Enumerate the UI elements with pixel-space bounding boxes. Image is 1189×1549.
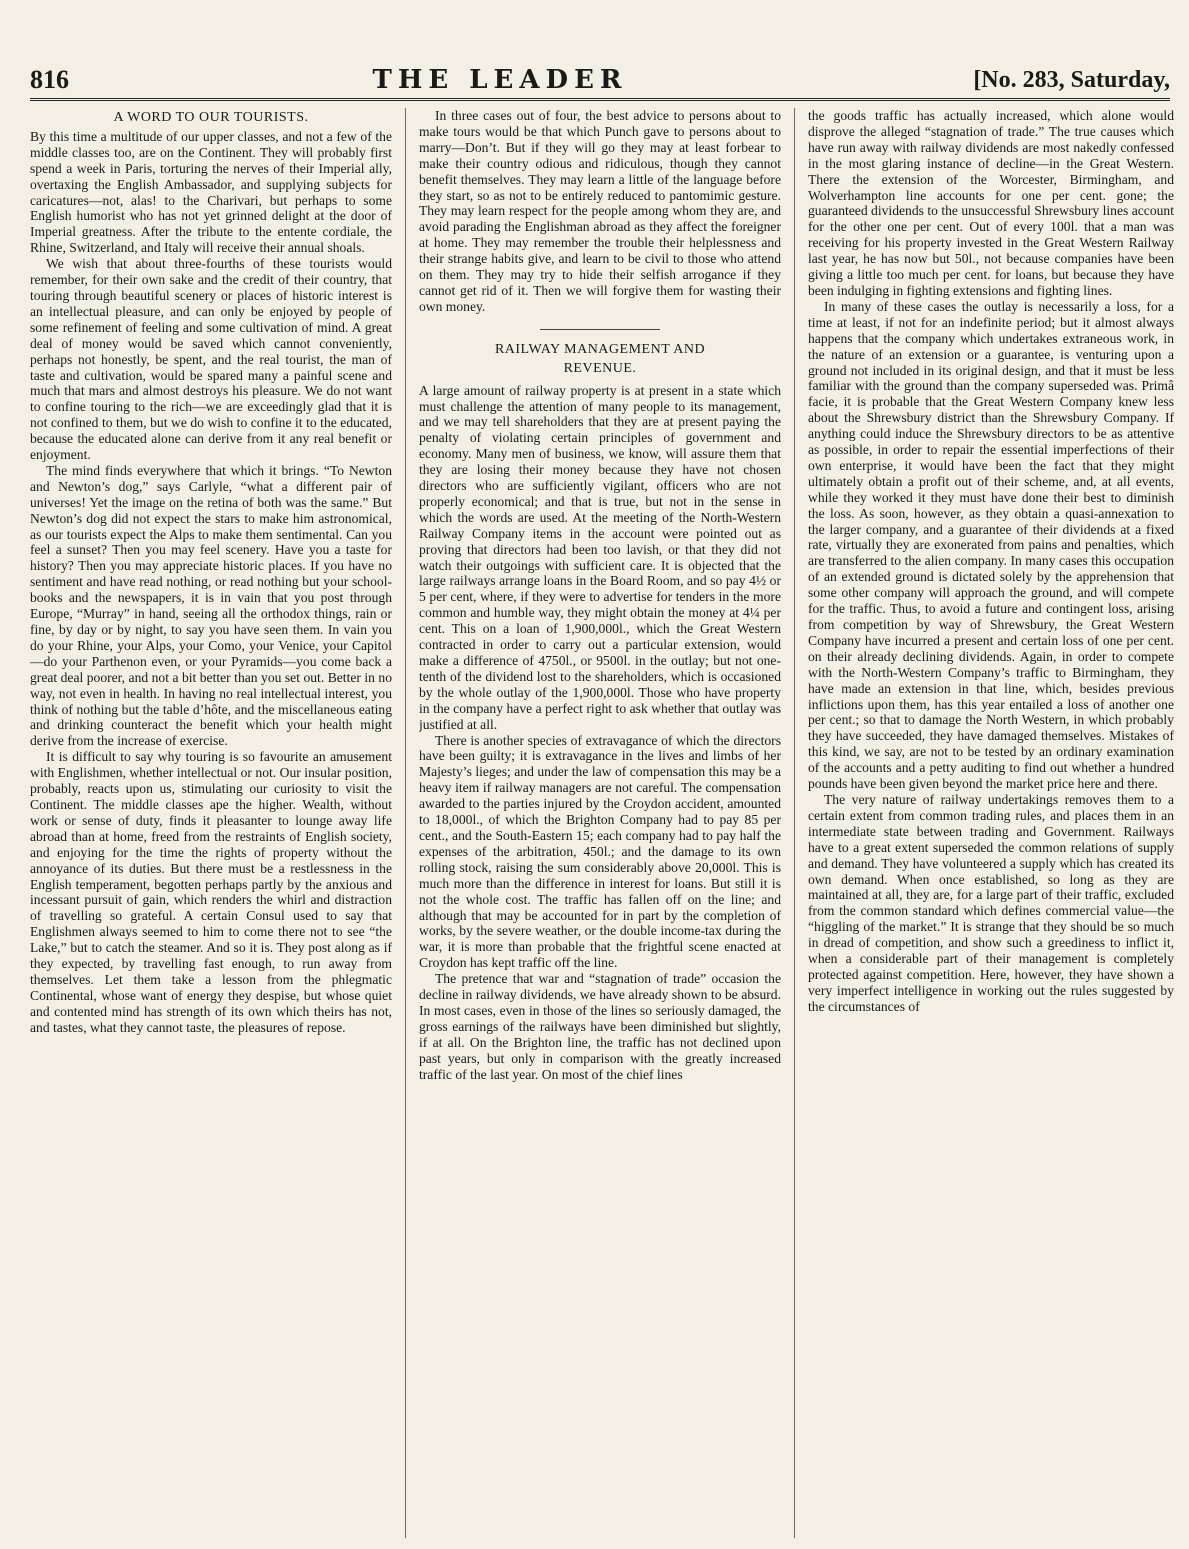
issue-info: [No. 283, Saturday,	[973, 66, 1170, 93]
masthead: THE LEADER	[372, 65, 628, 95]
article-paragraph: In many of these cases the outlay is necessarily a loss, for a time at least, if not for an indefinite period; but it almost always happens that the company which undertakes extraneous work, in the nature of an extension or a guarantee, is venturing upon a ground not included in its original design, and that it must be less familiar with the ground than the company superseded was. Primâ facie, it is probable that the Great Western Company knew less about the Shrewsbury district than the Shrewsbury Company. If anything could induce the Shrewsbury directors to be as attentive as possible, in order to repair the essential imperfections of their own enterprise, it would have been the fact that they might ultimately obtain a profit out of their scheme, and, at all events, while they worked it they must have done their best to diminish the loss. As soon, however, as they obtain a quasi-annexation to the larger company, and a guarantee of their dividends at a fixed rate, virtually they are exonerated from pains and penalties, which are transferred to the alien company. In many cases this occupation of an extended ground is dictated solely by the apprehension that some other company will approach the ground, and will compete for the traffic. Thus, to avoid a future and contingent loss, arising from competition by way of Shrewsbury, the Great Western Company have incurred a present and certain loss of one per cent. on their already declining dividends. Again, in order to compete with the North-Western Company’s traffic to Birmingham, they have made an extension in that line, which, besides previous inflictions upon them, has this year entailed a loss of another one per cent.; so that to damage the North Western, in which probably they have succeeded, they have damaged themselves. Mistakes of this kind, we say, are not to be tested by an ordinary examination of the accounts and a petty auditing to find out whether a hundred pounds have been given beyond the market price here and there.	[808, 298, 1174, 792]
column-3	[808, 108, 1174, 1538]
column-rule-left	[405, 108, 406, 1538]
column-rule-right	[794, 108, 795, 1538]
article-title-tourists: A WORD TO OUR TOURISTS.	[113, 110, 309, 125]
article-title-railway-line2: REVENUE.	[563, 360, 637, 376]
article-paragraph: There is another species of extravagance of which the directors have been guilty; it is extravagance in the lives and limbs of her Majesty’s lieges; and under the law of compensation this may be a heavy item if railway managers are not careful. The compensation awarded to the parties injured by the Croydon accident, amounted to 18,000l., of which the Brighton Company had to pay 85 per cent., and the South-Eastern 15; each company had to pay half the expenses of the arbitration, 450l.; and the damage to its own rolling stock, raising the sum considerably above 20,000l. This is much more than the difference in interest for loans. But still it is not the whole cost. The traffic has fallen off on the line; and although that may be accounted for in part by the completion of works, by the severe weather, or the double income-tax during the war, it is more than probable that the frightful scene enacted at Croydon has kept traffic off the line.	[419, 732, 781, 971]
article-paragraph: the goods traffic has actually increased, which alone would disprove the alleged “stagnation of trade.” The true causes which have run away with railway dividends are most nakedly confessed in the most glaring instance of decline—in the Great Western. There the extension of the Worcester, Birmingham, and Wolverhampton line accounts for one per cent. gone; the guaranteed dividends to the unsuccessful Shrewsbury lines account for the other one per cent. Out of every 100l. that a man was receiving for his property invested in the Great Western Railway last year, he has now but 50l., not because companies have been giving a little too much per cent. for loans, but because they have been indulging in fighting extensions and fighting lines.	[808, 108, 1174, 298]
page-number: 816	[30, 65, 69, 94]
column-1	[30, 108, 392, 1538]
article-paragraph: The mind finds everywhere that which it brings. “To Newton and Newton’s dog,” says Carlyle, “what a different pair of universes! Yet the image on the retina of both was the same.” But Newton’s dog did not expect the stars to make him astronomical, as our tourists expect the Alps to make them sentimental. Can you feel a sunset? Then you may feel scenery. Have you a taste for history? Then you may appreciate historic places. If you have no sentiment and have read nothing, or read nothing but your school-books and the newspapers, it is in vain that you post through Europe, “Murray” in hand, seeing all the orthodox things, rain or fine, by day or by night, to say you have seen them. In vain you do your Rhine, your Alps, your Como, your Venice, your Capitol—do your Parthenon even, or your Pyramids—you come back a great deal poorer, and not a bit better than you set out. Better in no way, not even in health. In having no real intellectual interest, you think of nothing but the table d’hôte, and the miscellaneous eating and drinking counteract the benefit which your health might derive from the increase of exercise.	[30, 462, 392, 749]
column-2	[419, 108, 781, 1538]
article-title-railway-line1: RAILWAY MANAGEMENT AND	[494, 341, 706, 357]
page-header	[30, 62, 1170, 101]
article-paragraph: It is difficult to say why touring is so favourite an amusement with Englishmen, whether intellectual or not. Our insular position, probably, reacts upon us, stimulating our curiosity to visit the Continent. The middle classes ape the higher. Wealth, without work or sense of duty, finds it pleasanter to lounge away life abroad than at home, freed from the restraints of English society, and enjoying for the time the rights of property without the annoyance of its duties. But there must be a restlessness in the English temperament, begotten perhaps partly by the anxious and incessant pursuit of gain, which renders the whirl and distraction of travelling so grateful. A certain Consul used to say that Englishmen always seemed to him to come there not to see “the Lake,” but to catch the steamer. And so it is. They post along as if they expected, by travelling fast enough, to run away from themselves. Let them take a lesson from the phlegmatic Continental, whose want of energy they despise, but whose quiet and contented mind has strength of its own which theirs has not, and tastes, what they cannot taste, the pleasures of repose.	[30, 749, 392, 1035]
article-paragraph: The very nature of railway undertakings removes them to a certain extent from common trading rules, and places them in an intermediate state between trading and Government. Railways have to a great extent superseded the common relations of supply and demand. They have volunteered a supply which has created its own demand. When once established, so long as they are maintained at all, they are, for a large part of their traffic, excluded from the common standard which defines commercial value—the “higgling of the market.” It is strange that they should be so much in dread of competition, and show such a greediness to inflict it, when a considerable part of their management is completely protected against competition. Here, however, they have shown a very imperfect intelligence in working out the rules suggested by the circumstances of	[808, 791, 1174, 1014]
article-paragraph: By this time a multitude of our upper classes, and not a few of the middle classes too, are on the Continent. They will probably first spend a week in Paris, torturing the nerves of their Imperial ally, overtaxing the English Ambassador, and supplying subjects for caricatures—not, alas! to the Charivari, but perhaps to some English humorist who has not yet grinned delight at the door of Imperial greatness. After the tribute to the entente cordiale, the Rhine, Switzerland, and Italy will receive their annual shoals.	[30, 128, 392, 256]
article-paragraph: The pretence that war and “stagnation of trade” occasion the decline in railway dividends, we have already shown to be absurd. In most cases, even in those of the lines so seriously damaged, the gross earnings of the railways have been diminished but slightly, if at all. On the Brighton line, the traffic has not declined upon past years, but only in comparison with the greatly increased traffic of the last year. On most of the chief lines	[419, 971, 781, 1082]
article-paragraph: In three cases out of four, the best advice to persons about to make tours would be that which Punch gave to persons about to marry—Don’t. But if they will go they may at least forbear to make their country odious and ridiculous, though they cannot benefit themselves. They may learn a little of the language before they start, so as not to be entirely reduced to pantomimic gesture. They may learn respect for the people among whom they are, and avoid parading the Englishman abroad as they affect the foreigner at home. They may remember the trouble their helplessness and their strange habits give, and learn to be civil to those who attend on them. They may try to hide their selfish arrogance if they cannot get rid of it. Then we will forgive them for wasting their own money.	[419, 108, 781, 314]
article-paragraph: A large amount of railway property is at present in a state which must challenge the attention of many people to its management, and we may tell shareholders that they are at present paying the penalty of violating certain principles of government and economy. Many men of business, we know, will assure them that they are losing their money because they have not chosen directors who are sufficiently vigilant, officers who are not properly economical; and that is true, but not in the sense in which the words are used. At the meeting of the North-Western Railway Company items in the account were pointed out as proving that directors had been too lavish, or that they did not watch their outgoings with sufficient care. It is objected that the large railways arrange loans in the Board Room, and so pay 4½ or 5 per cent, where, if they were to advertise for tenders in the more common and humble way, they might obtain the money at 4¼ per cent. This on a loan of 1,900,000l., which the Great Western contracted in order to carry out a particular extension, would make a difference of 4750l., or 9500l. in the outlay; but not one-tenth of the dividend lost to the shareholders, which is occasioned by the whole outlay of the 1,900,000l. Those who have property in the company have a perfect right to ask whether that outlay was justified at all.	[419, 382, 781, 732]
article-paragraph: We wish that about three-fourths of these tourists would remember, for their own sake and the credit of their country, that touring through beautiful scenery or places of historic interest is an intellectual pleasure, and can only be enjoyed by people of some refinement of feeling and some cultivation of mind. A great deal of money would be saved which cannot conveniently, perhaps not honestly, be spent, and the real tourist, the man of taste and cultivation, would be spared many a painful scene and much that mars and almost destroys his pleasure. We do not want to confine touring to the rich—we are exceedingly glad that it is not confined to them, but we do wish to confine it to the educated, because the educated alone can derive from it any real benefit or enjoyment.	[30, 256, 392, 463]
section-divider	[540, 329, 660, 330]
